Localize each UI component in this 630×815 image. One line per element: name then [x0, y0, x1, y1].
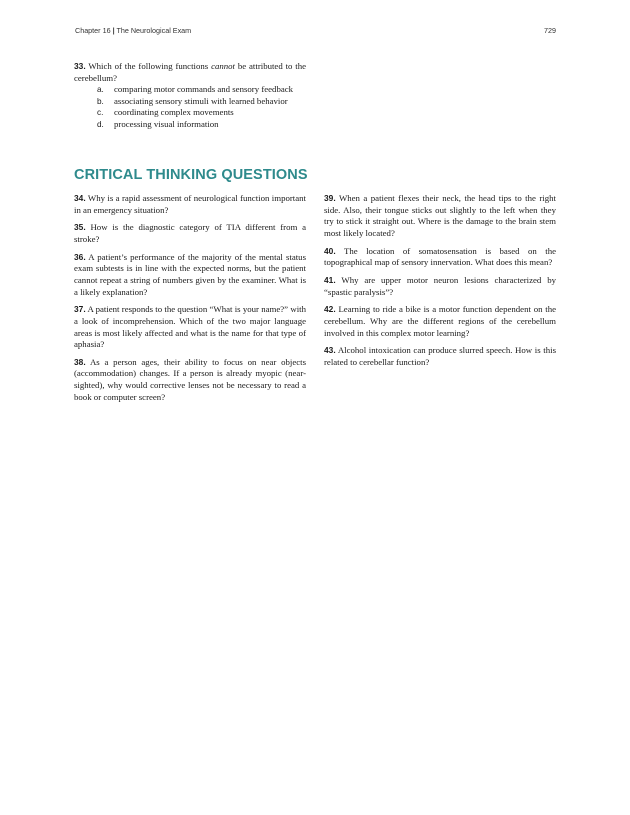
question-text: A patient’s performance of the majority of the mental status exam subtests is in line with the expected norms, but the patient cannot repeat a string of numbers given by the examiner. What is a likely explanation?: [74, 251, 306, 297]
option-letter: d.: [97, 119, 104, 129]
question-number: 34.: [74, 193, 86, 203]
question-41: [324, 275, 556, 298]
option-text: coordinating complex movements: [114, 107, 234, 118]
question-text-after: be attributed to the cerebellum?: [74, 61, 307, 83]
questions-right-column: [324, 193, 556, 375]
answer-option-a: [74, 84, 306, 96]
question-text: The location of somatosensation is based on the topographical map of sensory innervation. What does this mean?: [324, 245, 557, 268]
question-text: Alcohol intoxication can produce slurred speech. How is this related to cerebellar function?: [324, 345, 556, 367]
questions-left-column: [74, 193, 306, 409]
option-text: processing visual information: [114, 118, 219, 129]
answer-option-c: [74, 107, 306, 119]
question-text-emphasis: cannot: [211, 61, 236, 71]
question-39: [324, 193, 556, 239]
question-43: [324, 345, 556, 368]
option-text: comparing motor commands and sensory feedback: [114, 84, 294, 95]
question-number: 42.: [324, 304, 336, 315]
page-header: [75, 26, 556, 38]
question-number: 36.: [74, 251, 86, 262]
question-37: [74, 304, 306, 350]
question-35: [74, 222, 306, 245]
option-letter: b.: [97, 96, 104, 106]
question-number: 38.: [74, 356, 86, 367]
answer-options: [74, 84, 306, 130]
option-text: associating sensory stimuli with learned behavior: [114, 95, 288, 106]
question-text-before: Which of the following functions: [88, 61, 209, 71]
question-text: When a patient flexes their neck, the head tips to the right side. Also, their tongue sticks out slightly to the left when they try to stick it straight out. Where is the damage to the brain stem most likely located?: [324, 193, 556, 238]
question-33-stem: [74, 61, 306, 84]
question-36: [74, 252, 306, 298]
chapter-title: The Neurological Exam: [116, 26, 192, 35]
question-text: As a person ages, their ability to focus on near objects (accommodation) changes. If a person is already myopic (near-sighted), why would corrective lenses not be necessary to read a book or computer screen?: [74, 356, 306, 402]
question-33: [74, 61, 306, 131]
answer-option-d: [74, 119, 306, 131]
answer-option-b: [74, 96, 306, 108]
question-number: 35.: [74, 222, 86, 233]
question-number: 37.: [74, 304, 86, 315]
question-text: How is the diagnostic category of TIA different from a stroke?: [74, 222, 307, 244]
question-40: [324, 246, 556, 269]
question-42: [324, 304, 556, 339]
question-number: 39.: [324, 193, 336, 203]
chapter-label: Chapter 16: [75, 26, 111, 35]
option-letter: c.: [97, 108, 104, 118]
section-heading: CRITICAL THINKING QUESTIONS: [74, 167, 308, 183]
question-number: 43.: [324, 345, 336, 356]
question-text: Learning to ride a bike is a motor function dependent on the cerebellum. Why are the different regions of the cerebellum involved in this complex motor learning?: [324, 304, 557, 338]
question-number: 40.: [324, 245, 336, 256]
question-number: 41.: [324, 274, 336, 285]
question-text: A patient responds to the question “What is your name?” with a look of incomprehension. Which of the two major language areas is most likely affected and what is the name for that type of aphasia?: [74, 304, 306, 350]
question-text: Why is a rapid assessment of neurological function important in an emergency situation?: [74, 193, 306, 215]
page-number: 729: [544, 26, 556, 35]
running-head: [75, 26, 191, 35]
question-38: [74, 357, 306, 403]
question-number: 33.: [74, 61, 86, 71]
header-separator: |: [112, 26, 115, 35]
option-letter: a.: [97, 85, 104, 95]
question-34: [74, 193, 306, 216]
question-text: Why are upper motor neuron lesions characterized by “spastic paralysis”?: [324, 274, 557, 297]
